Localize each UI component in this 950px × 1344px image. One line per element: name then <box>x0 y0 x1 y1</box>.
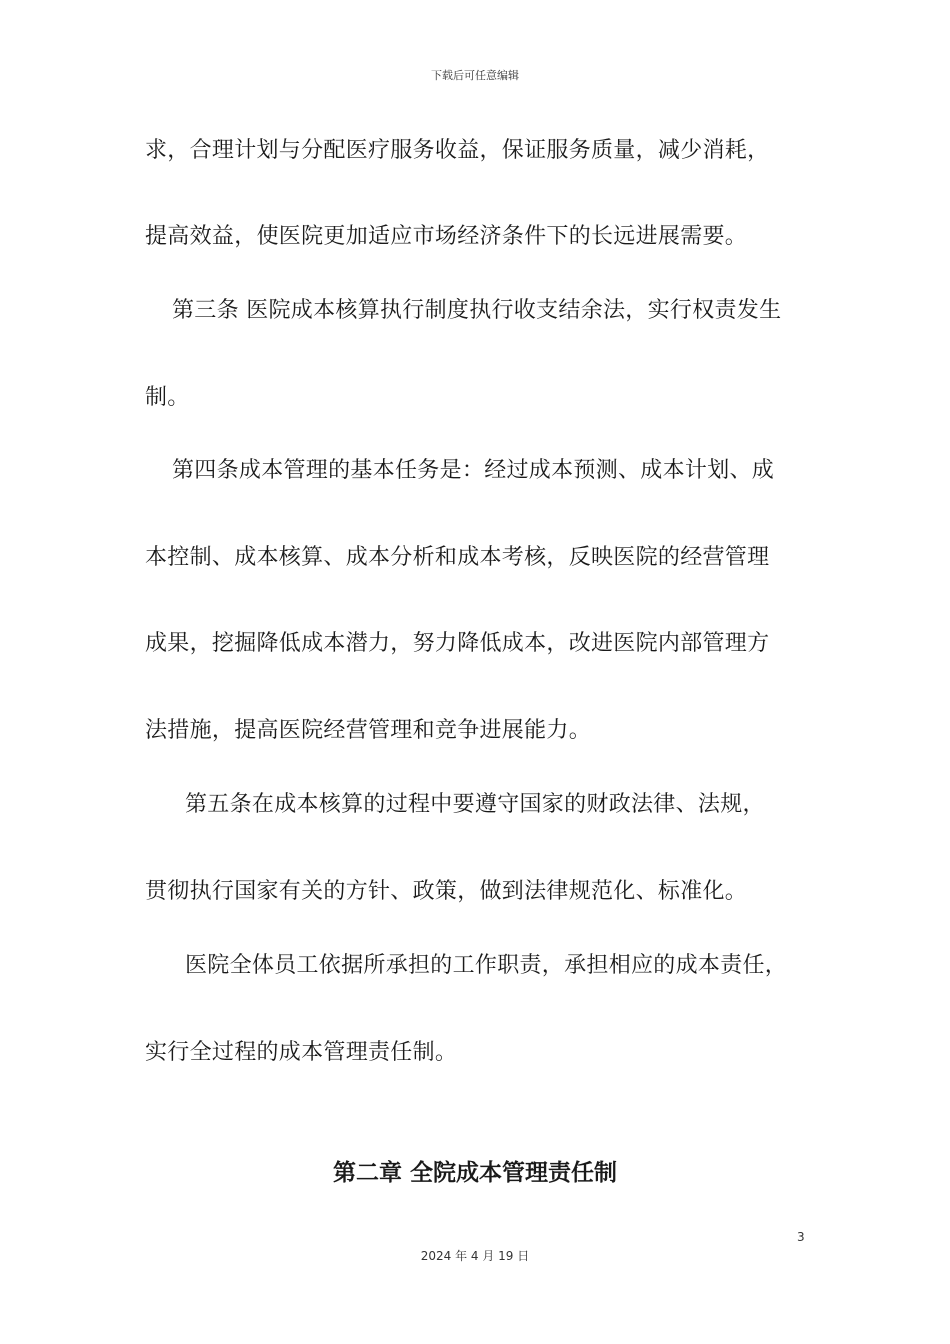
body-line: 第五条在成本核算的过程中要遵守国家的财政法律、法规， <box>185 792 765 817</box>
body-line: 制。 <box>145 385 190 410</box>
body-line: 法措施，提高医院经营管理和竞争进展能力。 <box>145 718 592 743</box>
body-line: 求，合理计划与分配医疗服务收益，保证服务质量，减少消耗， <box>145 138 770 163</box>
body-line: 贯彻执行国家有关的方针、政策，做到法律规范化、标准化。 <box>145 879 748 904</box>
body-line: 第三条 医院成本核算执行制度执行收支结余法，实行权责发生 <box>172 298 782 323</box>
body-line: 实行全过程的成本管理责任制。 <box>145 1040 458 1065</box>
body-line: 医院全体员工依据所承担的工作职责，承担相应的成本责任， <box>185 953 788 978</box>
body-line: 本控制、成本核算、成本分析和成本考核，反映医院的经营管理 <box>145 545 770 570</box>
body-line: 成果，挖掘降低成本潜力，努力降低成本，改进医院内部管理方 <box>145 631 770 656</box>
body-line: 提高效益，使医院更加适应市场经济条件下的长远进展需要。 <box>145 224 748 249</box>
page-header: 下载后可任意编辑 <box>431 69 519 82</box>
chapter-title: 第二章 全院成本管理责任制 <box>332 1160 617 1186</box>
page-number: 3 <box>797 1230 805 1244</box>
body-line: 第四条成本管理的基本任务是：经过成本预测、成本计划、成 <box>172 458 775 483</box>
footer-date: 2024 年 4 月 19 日 <box>420 1249 530 1263</box>
